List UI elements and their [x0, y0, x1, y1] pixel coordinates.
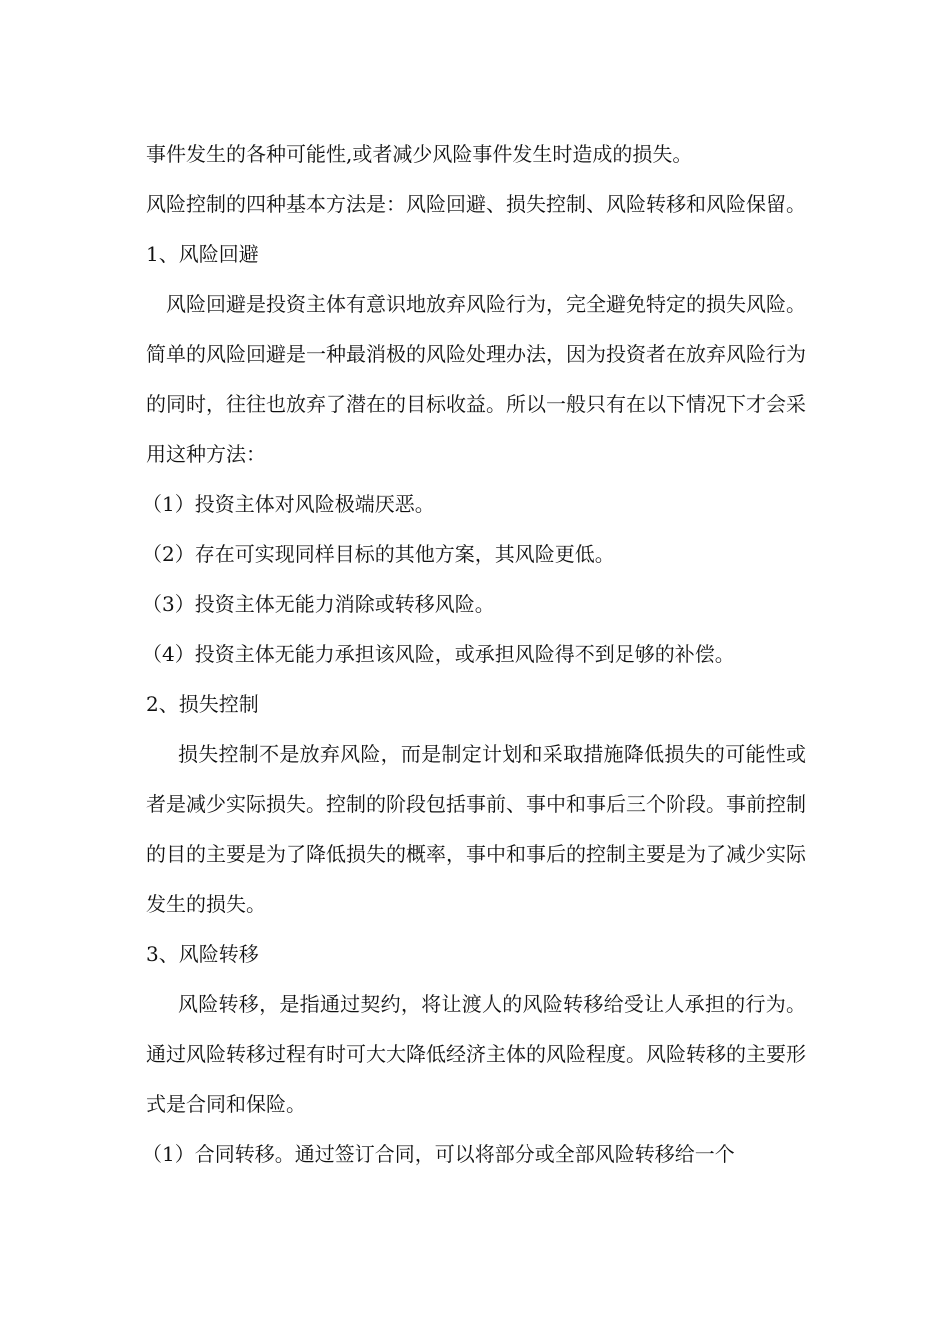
- list-item-3: （3）投资主体无能力消除或转移风险。: [142, 592, 495, 616]
- list-item-1: （1）投资主体对风险极端厌恶。: [142, 492, 435, 516]
- paragraph-continuation: 事件发生的各种可能性,或者减少风险事件发生时造成的损失。: [146, 142, 693, 166]
- section-heading-risk-transfer: 3、风险转移: [146, 942, 259, 966]
- list-item-contract-transfer: （1）合同转移。通过签订合同，可以将部分或全部风险转移给一个: [142, 1142, 735, 1166]
- document-body: [142, 129, 806, 1179]
- paragraph-four-methods: 风险控制的四种基本方法是：风险回避、损失控制、风险转移和风险保留。: [146, 192, 806, 216]
- section-heading-risk-avoidance: 1、风险回避: [146, 242, 259, 266]
- section-heading-loss-control: 2、损失控制: [146, 692, 259, 716]
- paragraph-risk-avoidance: 风险回避是投资主体有意识地放弃风险行为，完全避免特定的损失风险。简单的风险回避是一种最消极的风险处理办法，因为投资者在放弃风险行为的同时，往往也放弃了潜在的目标收益。所以一般只有在以下情况下才会采用这种方法：: [146, 292, 806, 466]
- paragraph-loss-control: 损失控制不是放弃风险，而是制定计划和采取措施降低损失的可能性或者是减少实际损失。控制的阶段包括事前、事中和事后三个阶段。事前控制的目的主要是为了降低损失的概率，事中和事后的控制主要是为了减少实际发生的损失。: [146, 742, 806, 916]
- paragraph-risk-transfer: 风险转移，是指通过契约，将让渡人的风险转移给受让人承担的行为。通过风险转移过程有时可大大降低经济主体的风险程度。风险转移的主要形式是合同和保险。: [146, 992, 806, 1116]
- list-item-2: （2）存在可实现同样目标的其他方案，其风险更低。: [142, 542, 615, 566]
- list-item-4: （4）投资主体无能力承担该风险，或承担风险得不到足够的补偿。: [142, 642, 735, 666]
